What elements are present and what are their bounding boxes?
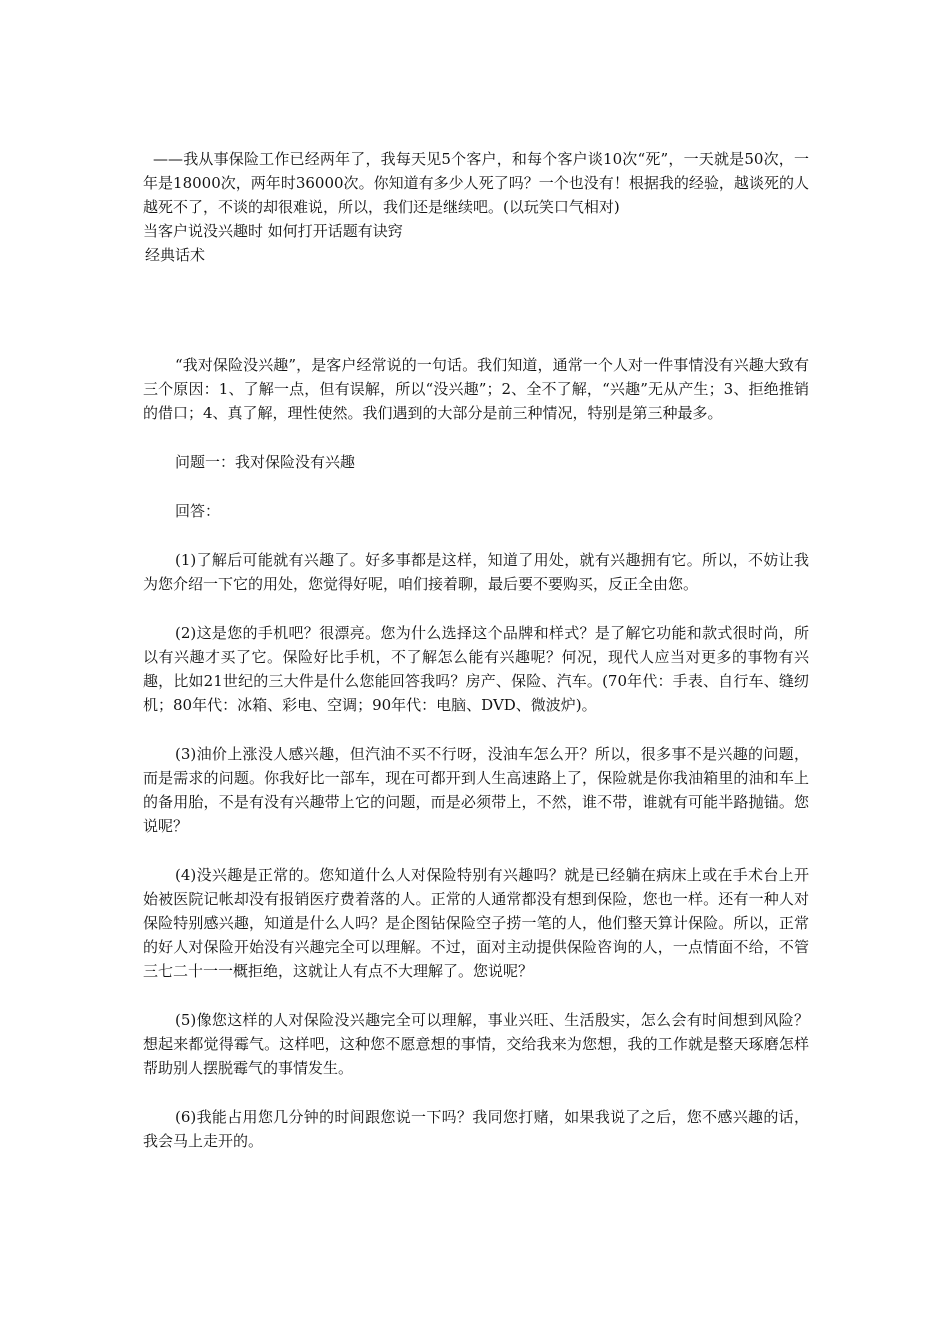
document-page: [143, 147, 809, 1153]
answer-paragraph: (1)了解后可能就有兴趣了。好多事都是这样，知道了用处，就有兴趣拥有它。所以，不妨让我为您介绍一下它的用处，您觉得好呢，咱们接着聊，最后要不要购买，反正全由您。: [143, 551, 809, 593]
answer-paragraph: (4)没兴趣是正常的。您知道什么人对保险特别有兴趣吗？就是已经躺在病床上或在手术台上开始被医院记帐却没有报销医疗费着落的人。正常的人通常都没有想到保险，您也一样。还有一种人对保险特别感兴趣，知道是什么人吗？是企图钻保险空子捞一笔的人，他们整天算计保险。所以，正常的好人对保险开始没有兴趣完全可以理解。不过，面对主动提供保险咨询的人，一点情面不给，不管三七二十一一概拒绝，这就让人有点不大理解了。您说呢？: [143, 866, 809, 980]
intro-paragraph: ——我从事保险工作已经两年了，我每天见5个客户，和每个客户谈10次“死”，一天就是50次，一年是18000次，两年时36000次。你知道有多少人死了吗？一个也没有！根据我的经验，越谈死的人越死不了，不谈的却很难说，所以，我们还是继续吧。(以玩笑口气相对): [143, 150, 809, 216]
answer-paragraph: (3)油价上涨没人感兴趣，但汽油不买不行呀，没油车怎么开？所以，很多事不是兴趣的问题，而是需求的问题。你我好比一部车，现在可都开到人生高速路上了，保险就是你我油箱里的油和车上的备用胎，不是有没有兴趣带上它的问题，而是必须带上，不然，谁不带，谁就有可能半路抛锚。您说呢？: [143, 745, 809, 835]
lead-paragraph: “我对保险没兴趣”，是客户经常说的一句话。我们知道，通常一个人对一件事情没有兴趣大致有三个原因：1、了解一点，但有误解，所以“没兴趣”；2、全不了解，“兴趣”无从产生；3、拒绝推销的借口；4、真了解，理性使然。我们遇到的大部分是前三种情况，特别是第三种最多。: [143, 356, 809, 422]
answer-paragraph: (5)像您这样的人对保险没兴趣完全可以理解，事业兴旺、生活殷实，怎么会有时间想到风险？想起来都觉得霉气。这样吧，这种您不愿意想的事情，交给我来为您想，我的工作就是整天琢磨怎样帮助别人摆脱霉气的事情发生。: [143, 1011, 809, 1077]
question-heading: 问题一：我对保险没有兴趣: [175, 453, 356, 471]
category-label: 经典话术: [145, 246, 206, 264]
answer-paragraph: (6)我能占用您几分钟的时间跟您说一下吗？我同您打赌，如果我说了之后，您不感兴趣的话，我会马上走开的。: [143, 1108, 809, 1150]
answer-label: 回答：: [175, 502, 221, 520]
article-title: 当客户说没兴趣时 如何打开话题有诀窍: [143, 222, 403, 240]
spacer: [143, 267, 809, 353]
answer-paragraph: (2)这是您的手机吧？很漂亮。您为什么选择这个品牌和样式？是了解它功能和款式很时尚，所以有兴趣才买了它。保险好比手机，不了解怎么能有兴趣呢？何况，现代人应当对更多的事物有兴趣，比如21世纪的三大件是什么您能回答我吗？房产、保险、汽车。(70年代：手表、自行车、缝纫机；80年代：冰箱、彩电、空调；90年代：电脑、DVD、微波炉)。: [143, 624, 809, 714]
